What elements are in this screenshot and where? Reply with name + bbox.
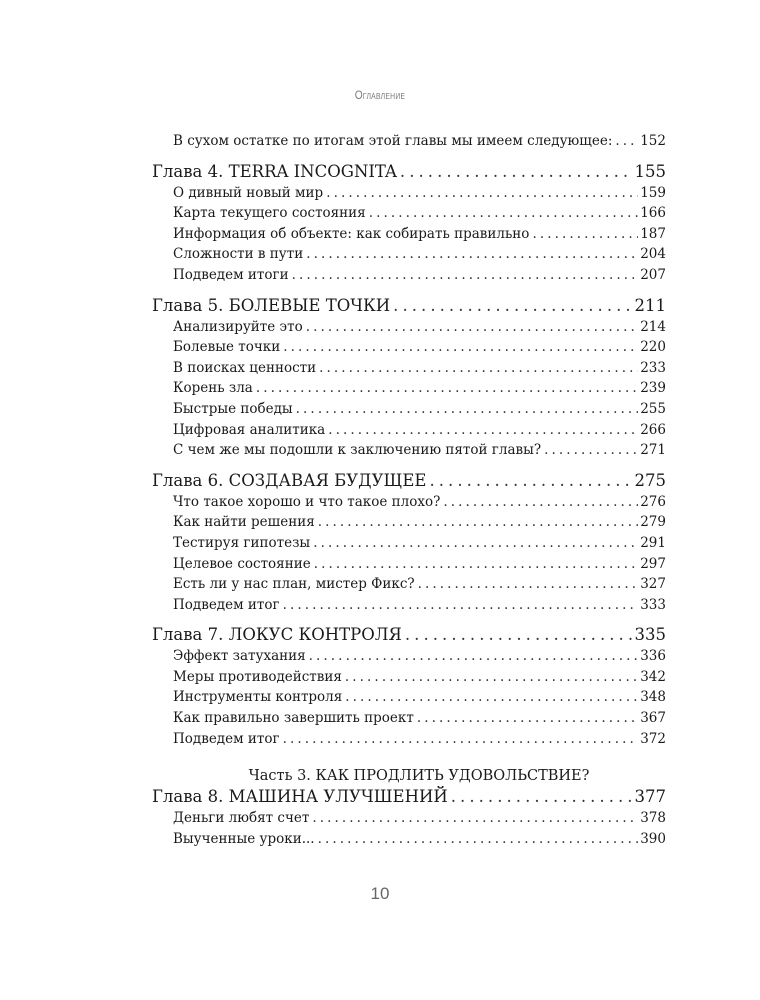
dot-leader [369,203,639,224]
entry-page: 166 [640,205,666,222]
dot-leader [451,786,633,808]
entry-page: 377 [634,787,666,807]
chapter-entry[interactable] [152,295,666,317]
table-of-contents [152,131,666,849]
dot-leader [326,183,638,204]
section-entry[interactable] [152,829,666,850]
dot-leader [400,161,633,183]
dot-leader [283,729,639,750]
dot-leader [318,829,639,850]
entry-page: 152 [640,133,666,149]
entry-page: 372 [640,730,666,747]
section-entry[interactable] [152,492,666,513]
section-entry[interactable] [152,554,666,575]
entry-page: 297 [640,555,666,572]
section-entry[interactable] [152,595,666,616]
entry-title: Цифровая аналитика [173,421,326,438]
toc-entry[interactable] [152,131,666,152]
dot-leader [306,317,639,338]
section-entry[interactable] [152,183,666,204]
entry-title: В сухом остатке по итогам этой главы мы имеем следующее: [173,133,613,149]
entry-page: 214 [640,318,666,335]
dot-leader [418,574,639,595]
dot-leader [296,399,639,420]
dot-leader [345,687,638,708]
entry-title: Корень зла [173,380,253,397]
entry-page: 275 [634,470,666,490]
entry-title: В поисках ценности [173,359,317,376]
entry-title: С чем же мы подошли к заключению пятой главы? [173,442,542,459]
entry-title: Карта текущего состояния [173,205,366,222]
section-entry[interactable] [152,378,666,399]
entry-page: 276 [640,493,666,510]
dot-leader [544,440,638,461]
entry-page: 378 [640,810,666,827]
dot-leader [256,378,638,399]
entry-title: Подведем итог [173,730,280,747]
part-heading[interactable]: Часть 3. КАК ПРОДЛИТЬ УДОВОЛЬСТВИЕ? [248,768,590,785]
dot-leader [319,358,638,379]
section-entry[interactable] [152,358,666,379]
dot-leader [328,420,638,441]
section-entry[interactable] [152,265,666,286]
dot-leader [312,808,638,829]
entry-page: 342 [640,668,666,685]
entry-page: 207 [640,266,666,283]
entry-page: 348 [640,689,666,706]
entry-title: Есть ли у нас план, мистер Фикс? [173,576,415,593]
dot-leader [429,470,632,492]
chapter-entry[interactable] [152,786,666,808]
entry-title: Как правильно завершить проект [173,710,414,727]
entry-page: 239 [640,380,666,397]
entry-title: Меры противодействия [173,668,342,685]
entry-title: Глава 7. ЛОКУС КОНТРОЛЯ [152,625,402,645]
entry-page: 279 [640,514,666,531]
dot-leader [443,492,638,513]
entry-title: Деньги любят счет [173,810,310,827]
entry-page: 233 [640,359,666,376]
section-entry[interactable] [152,203,666,224]
dot-leader [314,554,639,575]
dot-leader [283,595,639,616]
section-entry[interactable] [152,337,666,358]
dot-leader [313,533,638,554]
section-entry[interactable] [152,667,666,688]
chapter-entry[interactable] [152,624,666,646]
entry-title: Выученные уроки... [173,830,315,847]
entry-page: 327 [640,576,666,593]
entry-page: 187 [640,225,666,242]
entry-page: 155 [634,161,666,181]
section-entry[interactable] [152,420,666,441]
chapter-entry[interactable] [152,161,666,183]
section-entry[interactable] [152,708,666,729]
entry-page: 367 [640,710,666,727]
dot-leader [393,295,632,317]
section-entry[interactable] [152,224,666,245]
dot-leader [309,646,639,667]
entry-title: Подведем итог [173,596,280,613]
entry-title: Глава 8. МАШИНА УЛУЧШЕНИЙ [152,787,448,807]
dot-leader [283,337,638,358]
entry-title: Тестируя гипотезы [173,534,311,551]
entry-page: 211 [634,295,666,315]
entry-title: Глава 4. TERRA INCOGNITA [152,161,397,181]
entry-title: О дивный новый мир [173,184,324,201]
dot-leader [417,708,638,729]
entry-title: Что такое хорошо и что такое плохо? [173,493,441,510]
page-number: 10 [370,884,390,903]
dot-leader [532,224,638,245]
chapter-entry[interactable] [152,470,666,492]
section-entry[interactable] [152,317,666,338]
section-entry[interactable] [152,399,666,420]
entry-title: Инструменты контроля [173,689,343,706]
entry-title: Эффект затухания [173,648,306,665]
section-entry[interactable] [152,646,666,667]
dot-leader [345,667,638,688]
entry-title: Подведем итоги [173,266,289,283]
dot-leader [405,624,633,646]
entry-title: Как найти решения [173,514,315,531]
section-entry[interactable] [152,808,666,829]
entry-page: 266 [640,421,666,438]
section-entry[interactable] [152,440,666,461]
section-entry[interactable] [152,512,666,533]
dot-leader [615,131,638,152]
entry-title: Информация об объекте: как собирать правильно [173,225,530,242]
entry-page: 291 [640,534,666,551]
entry-page: 220 [640,339,666,356]
entry-title: Сложности в пути [173,246,304,263]
entry-page: 159 [640,184,666,201]
entry-page: 255 [640,400,666,417]
section-entry[interactable] [152,244,666,265]
entry-title: Глава 6. СОЗДАВАЯ БУДУЩЕЕ [152,470,427,490]
entry-title: Анализируйте это [173,318,303,335]
section-entry[interactable] [152,687,666,708]
entry-page: 335 [634,625,666,645]
entry-page: 336 [640,648,666,665]
section-entry[interactable] [152,574,666,595]
entry-title: Глава 5. БОЛЕВЫЕ ТОЧКИ [152,295,391,315]
section-entry[interactable] [152,533,666,554]
entry-page: 271 [640,442,666,459]
running-header: Оглавление [354,88,406,102]
entry-page: 204 [640,246,666,263]
entry-title: Целевое состояние [173,555,311,572]
entry-title: Быстрые победы [173,400,293,417]
entry-page: 333 [640,596,666,613]
dot-leader [306,244,638,265]
entry-title: Болевые точки [173,339,281,356]
dot-leader [318,512,639,533]
dot-leader [292,265,639,286]
section-entry[interactable] [152,729,666,750]
entry-page: 390 [640,830,666,847]
